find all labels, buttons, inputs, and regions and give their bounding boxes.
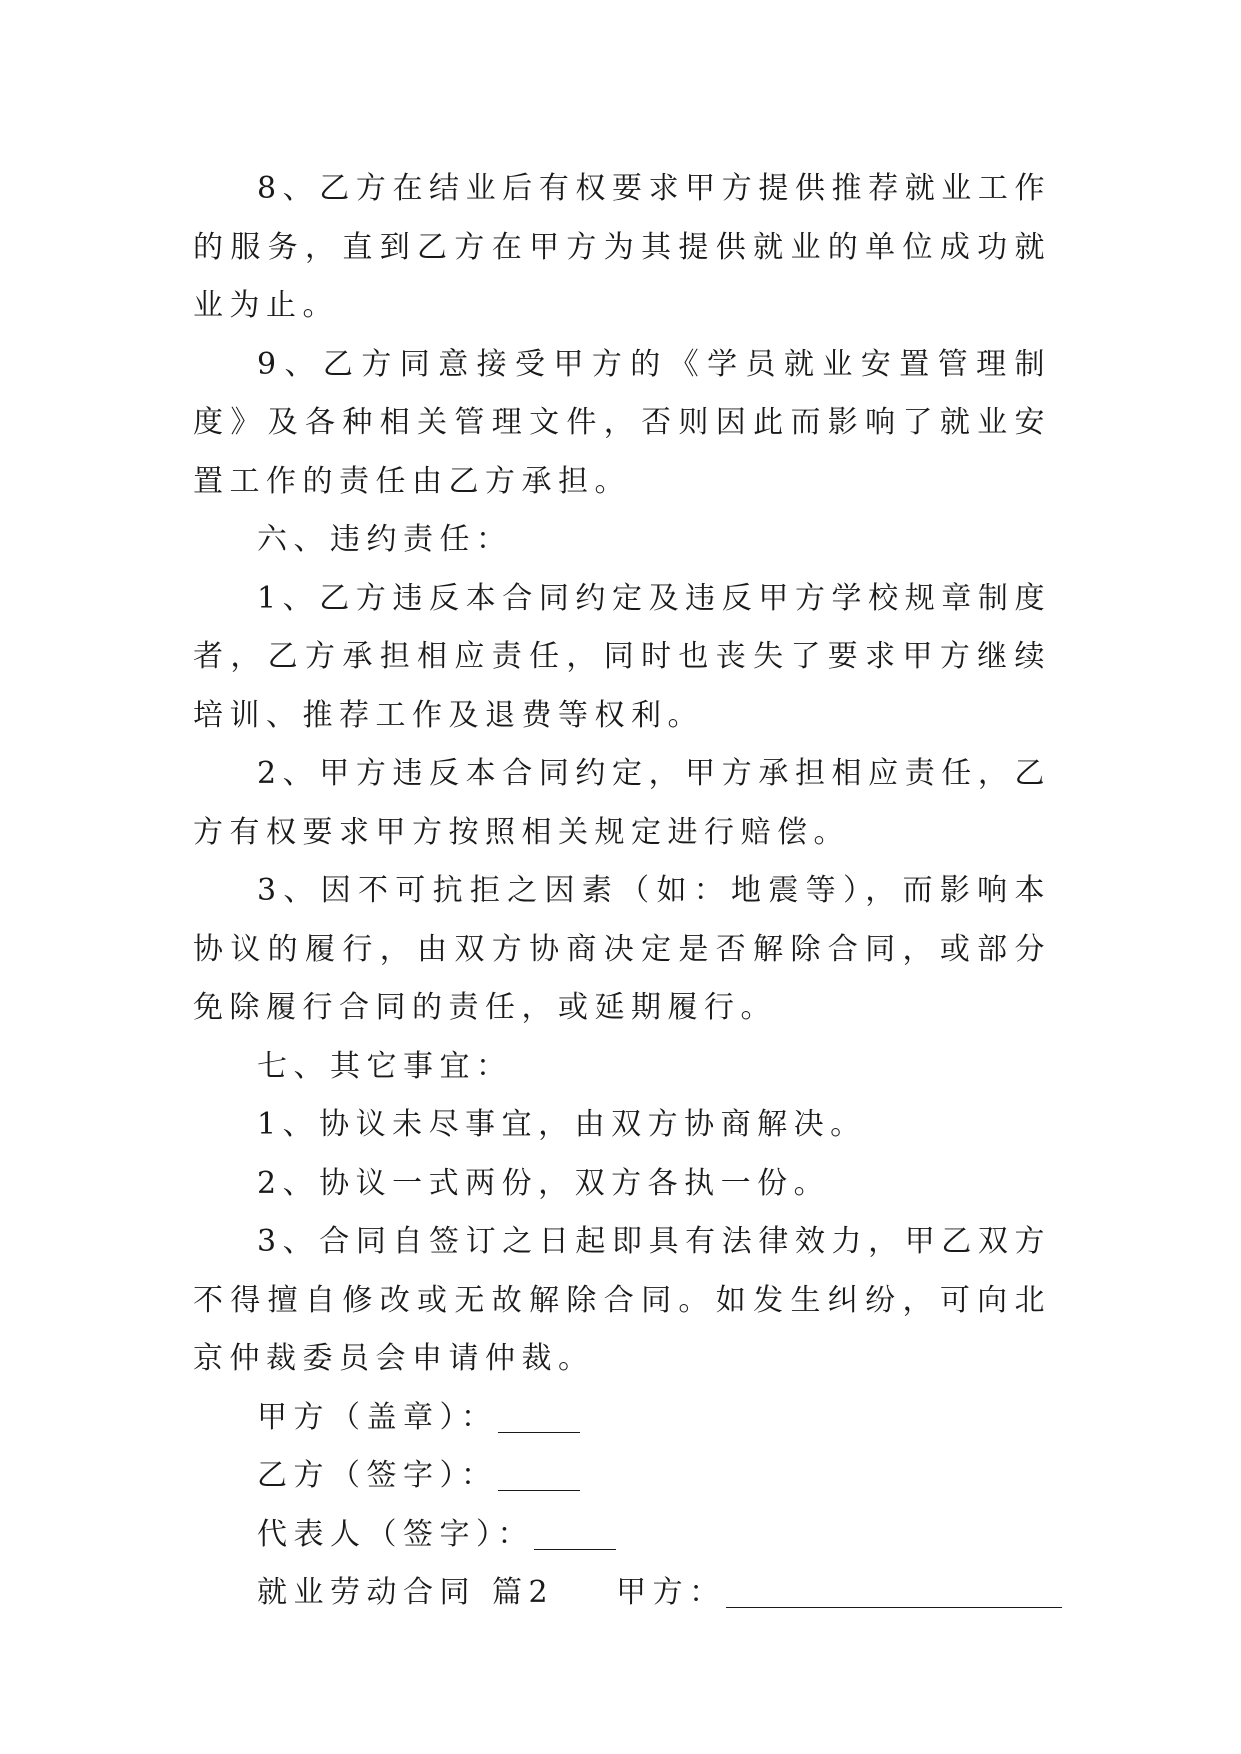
signature-party-b bbox=[193, 1447, 1051, 1506]
clause-8: 8、乙方在结业后有权要求甲方提供推荐就业工作的服务，直到乙方在甲方为其提供就业的单位成功就业为止。 bbox=[193, 171, 1051, 323]
party-a-blank bbox=[726, 1577, 1062, 1608]
document-body bbox=[193, 160, 1051, 1623]
signature-party-a bbox=[193, 1389, 1051, 1448]
breach-clause-2: 2、甲方违反本合同约定，甲方承担相应责任，乙方有权要求甲方按照相关规定进行赔偿。 bbox=[193, 756, 1051, 850]
signature-blank bbox=[534, 1519, 616, 1550]
signature-blank bbox=[498, 1402, 580, 1433]
other-clause-1: 1、协议未尽事宜，由双方协商解决。 bbox=[257, 1107, 867, 1142]
signature-label: 代表人（签字）： bbox=[257, 1516, 534, 1552]
section-heading-other: 七、其它事宜： bbox=[257, 1048, 513, 1084]
breach-clause-3: 3、因不可抗拒之因素（如：地震等），而影响本协议的履行，由双方协商决定是否解除合同，或部分免除履行合同的责任，或延期履行。 bbox=[193, 873, 1051, 1025]
party-a-label: 甲方： bbox=[616, 1575, 726, 1610]
other-clause-2: 2、协议一式两份，双方各执一份。 bbox=[257, 1165, 831, 1201]
other-clause-3: 3、合同自签订之日起即具有法律效力，甲乙双方不得擅自修改或无故解除合同。如发生纠纷，可向北京仲裁委员会申请仲裁。 bbox=[193, 1224, 1051, 1376]
next-contract-title: 就业劳动合同 篇2 bbox=[257, 1575, 555, 1610]
clause-9: 9、乙方同意接受甲方的《学员就业安置管理制度》及各种相关管理文件，否则因此而影响了就业安置工作的责任由乙方承担。 bbox=[193, 346, 1051, 499]
breach-clause-1: 1、乙方违反本合同约定及违反甲方学校规章制度者，乙方承担相应责任，同时也丧失了要求甲方继续培训、推荐工作及退费等权利。 bbox=[193, 580, 1051, 733]
signature-representative bbox=[193, 1506, 1051, 1565]
signature-blank bbox=[498, 1460, 580, 1491]
section-heading-breach: 六、违约责任： bbox=[257, 522, 513, 557]
signature-label: 乙方（签字）： bbox=[257, 1458, 498, 1493]
signature-label: 甲方（盖章）： bbox=[257, 1399, 498, 1435]
next-contract-line bbox=[193, 1564, 1051, 1623]
